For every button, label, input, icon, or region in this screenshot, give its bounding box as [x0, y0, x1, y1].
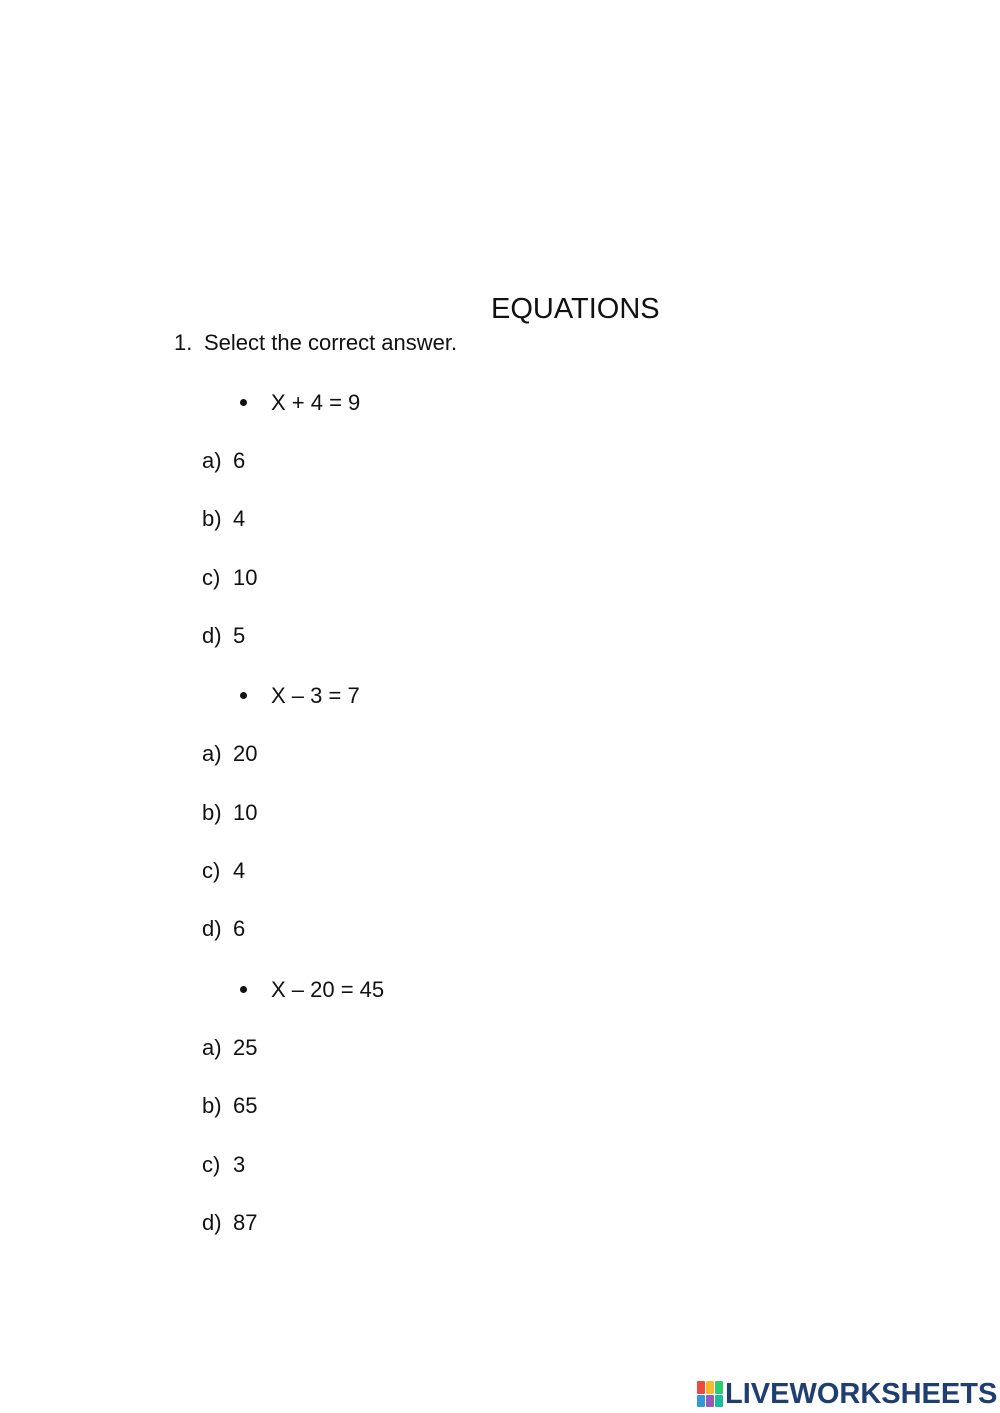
instruction: [174, 329, 457, 357]
logo-tile-icon: [697, 1381, 705, 1394]
equation-text: X – 3 = 7: [271, 683, 360, 708]
equation-item: [240, 389, 360, 417]
page-title: EQUATIONS: [491, 293, 660, 325]
answer-option[interactable]: [202, 1151, 245, 1179]
equation-text: X + 4 = 9: [271, 390, 361, 415]
option-value: 20: [233, 741, 258, 766]
option-letter: c): [202, 858, 221, 883]
equation-item: [240, 976, 384, 1004]
answer-option[interactable]: [202, 740, 257, 768]
answer-option[interactable]: [202, 915, 245, 943]
option-letter: d): [202, 1210, 222, 1235]
logo-tile-icon: [715, 1395, 723, 1408]
answer-option[interactable]: [202, 857, 245, 885]
answer-option[interactable]: [202, 799, 257, 827]
answer-option[interactable]: [202, 505, 245, 533]
option-value: 25: [233, 1035, 258, 1060]
option-letter: d): [202, 623, 222, 648]
answer-option[interactable]: [202, 564, 257, 592]
option-letter: c): [202, 1152, 221, 1177]
option-letter: a): [202, 1035, 222, 1060]
logo-tile-icon: [706, 1381, 714, 1394]
liveworksheets-logo[interactable]: [697, 1377, 997, 1411]
option-value: 6: [233, 916, 246, 941]
answer-option[interactable]: [202, 1092, 257, 1120]
logo-tile-icon: [697, 1395, 705, 1408]
option-value: 65: [233, 1093, 258, 1118]
bullet-icon: [240, 986, 247, 993]
answer-option[interactable]: [202, 1034, 257, 1062]
option-letter: a): [202, 448, 222, 473]
option-value: 3: [233, 1152, 246, 1177]
option-value: 5: [233, 623, 246, 648]
option-value: 87: [233, 1210, 258, 1235]
option-letter: d): [202, 916, 222, 941]
answer-option[interactable]: [202, 447, 245, 475]
option-letter: b): [202, 1093, 222, 1118]
equation-item: [240, 682, 360, 710]
logo-tile-icon: [706, 1395, 714, 1408]
option-letter: b): [202, 800, 222, 825]
logo-tile-icon: [715, 1381, 723, 1394]
answer-option[interactable]: [202, 622, 245, 650]
option-value: 4: [233, 506, 246, 531]
liveworksheets-icon: [697, 1381, 723, 1407]
answer-option[interactable]: [202, 1209, 257, 1237]
instruction-text: Select the correct answer.: [204, 330, 458, 355]
option-value: 4: [233, 858, 246, 883]
bullet-icon: [240, 692, 247, 699]
equation-text: X – 20 = 45: [271, 977, 385, 1002]
logo-text: LIVEWORKSHEETS: [725, 1377, 998, 1410]
option-value: 6: [233, 448, 246, 473]
instruction-number: 1.: [174, 330, 193, 355]
bullet-icon: [240, 399, 247, 406]
option-letter: a): [202, 741, 222, 766]
option-value: 10: [233, 565, 258, 590]
option-value: 10: [233, 800, 258, 825]
option-letter: c): [202, 565, 221, 590]
option-letter: b): [202, 506, 222, 531]
